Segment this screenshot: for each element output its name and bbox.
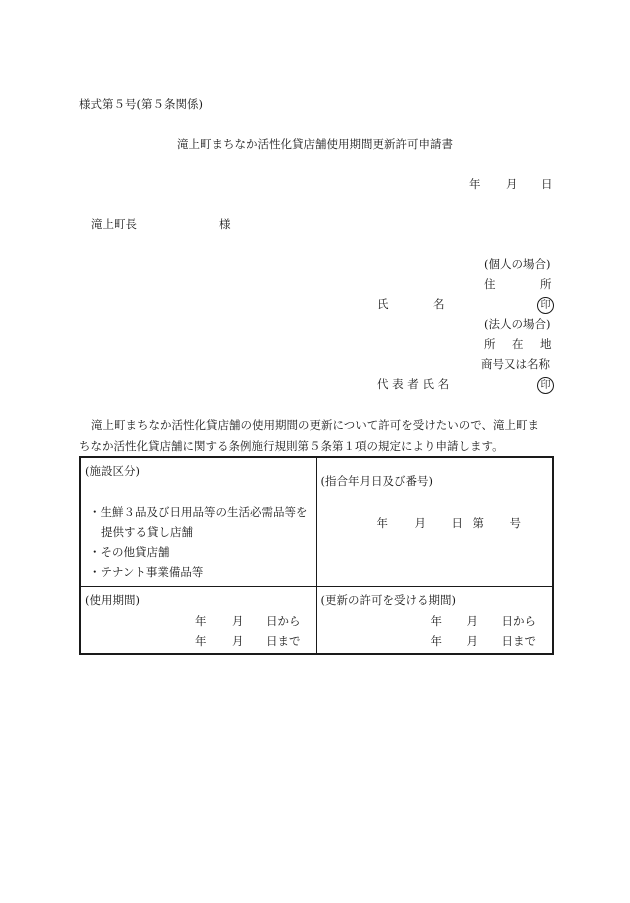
form-number: 様式第５号(第５条関係) xyxy=(79,97,203,111)
address-label-char2: 所 xyxy=(540,277,552,291)
designation-number-suffix: 号 xyxy=(509,516,521,530)
date-month-label: 月 xyxy=(506,177,518,191)
usage-to-day: 日まで xyxy=(266,633,301,648)
designation-label: (指合年月日及び番号) xyxy=(320,474,433,488)
renewal-from-year: 年 xyxy=(430,613,442,628)
usage-from-month: 月 xyxy=(232,613,244,628)
renewal-to-day: 日まで xyxy=(501,633,536,648)
usage-period-label: (使用期間) xyxy=(85,592,140,607)
usage-to-year: 年 xyxy=(195,633,207,648)
facility-option-tenant-equipment: ・テナント事業備品等 xyxy=(89,564,204,579)
addressee-honorific: 様 xyxy=(219,217,231,231)
location-label-char2: 在 xyxy=(512,337,524,351)
address-label-char1: 住 xyxy=(484,277,496,291)
renewal-period-cell xyxy=(316,586,553,654)
name-label-char1: 氏 xyxy=(377,297,389,311)
addressee-name: 滝上町長 xyxy=(91,217,137,231)
designation-month: 月 xyxy=(414,516,426,530)
statement-line-2: ちなか活性化貸店舗に関する条例施行規則第５条第１項の規定により申請します。 xyxy=(79,439,504,453)
name-label-char2: 名 xyxy=(433,297,445,311)
facility-option-daily-necessities-cont: 提供する貸し店舗 xyxy=(101,524,193,539)
date-year-label: 年 xyxy=(469,177,481,191)
usage-from-year: 年 xyxy=(195,613,207,628)
renewal-to-year: 年 xyxy=(430,633,442,648)
date-day-label: 日 xyxy=(541,177,553,191)
trade-name-label: 商号又は名称 xyxy=(481,357,550,371)
facility-type-label: (施設区分) xyxy=(85,464,140,478)
facility-option-daily-necessities: ・生鮮３品及び日用品等の生活必需品等を xyxy=(89,504,308,519)
usage-from-day: 日から xyxy=(266,613,301,628)
application-table xyxy=(79,456,554,655)
usage-to-month: 月 xyxy=(232,633,244,648)
location-label-char1: 所 xyxy=(484,337,496,351)
application-statement xyxy=(79,415,553,457)
representative-label: 代 表 者 氏 名 xyxy=(377,377,450,391)
designation-cell xyxy=(316,457,553,586)
renewal-period-label: (更新の許可を受ける期間) xyxy=(320,592,456,607)
renewal-to-month: 月 xyxy=(466,633,478,648)
individual-seal-mark: 印 xyxy=(537,297,554,314)
designation-year: 年 xyxy=(376,516,388,530)
corporation-heading: (法人の場合) xyxy=(484,317,551,331)
renewal-from-day: 日から xyxy=(501,613,536,628)
designation-number-prefix: 第 xyxy=(472,516,484,530)
statement-line-1: 滝上町まちなか活性化貸店舗の使用期間の更新について許可を受けたいので、滝上町ま xyxy=(91,418,540,432)
facility-option-other-store: ・その他貸店舗 xyxy=(89,544,170,559)
individual-heading: (個人の場合) xyxy=(484,257,551,271)
designation-day: 日 xyxy=(451,516,463,530)
corporation-seal-mark: 印 xyxy=(537,377,554,394)
facility-type-cell xyxy=(80,457,316,586)
location-label-char3: 地 xyxy=(540,337,552,351)
renewal-from-month: 月 xyxy=(466,613,478,628)
usage-period-cell xyxy=(80,586,316,654)
document-title: 滝上町まちなか活性化貸店舗使用期間更新許可申請書 xyxy=(177,137,453,151)
